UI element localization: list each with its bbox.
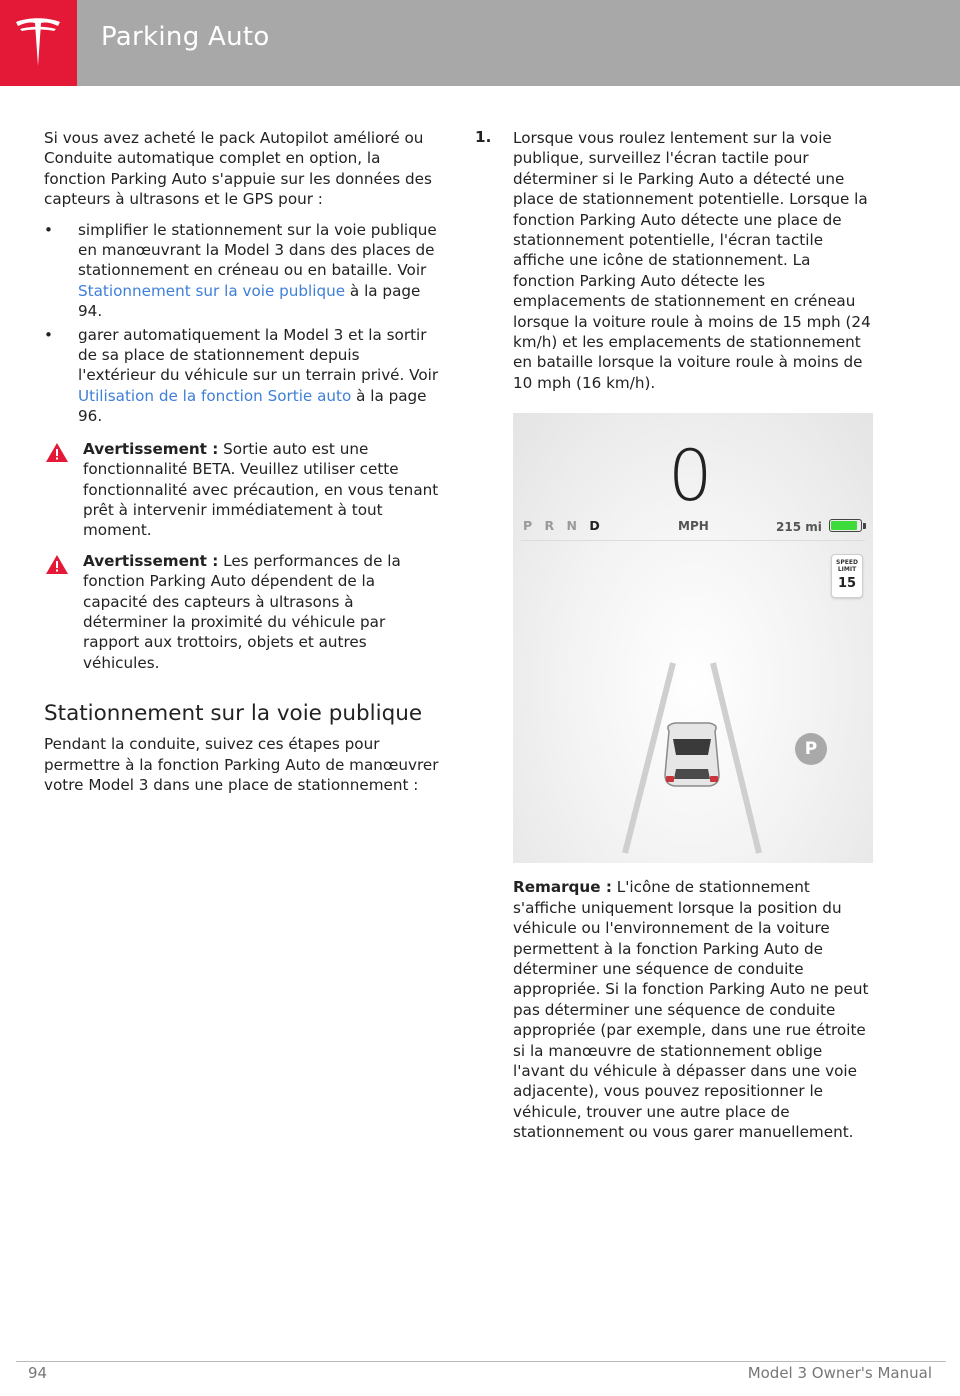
warning-sensors: Avertissement : Les performances de la fonction Parking Auto dépendent de la capacité des capteurs à ultrasons à déterminer la proximité du véhicule par rapport aux trottoirs, objets et autres véhicules.: [44, 551, 440, 673]
list-item: • garer automatiquement la Model 3 et la sortir de sa place de stationnement depuis l'extérieur du véhicule sur un terrain privé. Voir Utilisation de la fonction Sortie auto à la page 96.: [44, 325, 439, 426]
battery-tip: [863, 523, 866, 529]
touchscreen-figure: [513, 413, 873, 863]
feature-list: [44, 220, 440, 427]
speed-readout: 0: [668, 435, 713, 518]
battery-icon: [829, 519, 862, 532]
speed-unit: MPH: [678, 519, 709, 534]
footer-divider: [16, 1361, 946, 1362]
tesla-logo: [0, 0, 77, 86]
bullet-icon: •: [44, 325, 53, 344]
bullet-icon: •: [44, 220, 53, 239]
step-number: 1.: [475, 128, 492, 146]
warning-beta: Avertissement : Sortie auto est une fonctionnalité BETA. Veuillez utiliser cette fonctionnalité avec précaution, en vous tenant prêt à intervenir immédiatement à tout moment.: [44, 439, 440, 541]
page-number: 94: [28, 1364, 48, 1382]
list-item: • simplifier le stationnement sur la voie publique en manœuvrant la Model 3 dans des places de stationnement en créneau ou en bataille. Voir Stationnement sur la voie publique à la page 94.: [44, 220, 437, 321]
link-street-parking[interactable]: Stationnement sur la voie publique: [78, 281, 346, 300]
warning-icon: [45, 442, 69, 463]
note-block: Remarque : L'icône de stationnement s'affiche uniquement lorsque la position du véhicule ou l'environnement de la voiture permettent à la fonction Parking Auto de déterminer une séquence de conduite appropriée. Si la fonction Parking Auto ne peut pas déterminer une séquence de conduite appropriée (par exemple, dans une rue étroite si la manœuvre de stationnement oblige l'avant du véhicule à dépasser dans une voie adjacente), vous pouvez repositionner le véhicule, trouver une autre place de stationnement ou vous garer manuellement.: [513, 878, 869, 1142]
step-1: [475, 128, 875, 393]
status-divider: [521, 540, 865, 541]
tesla-logo-icon: [14, 16, 62, 70]
link-auto-exit[interactable]: Utilisation de la fonction Sortie auto: [78, 386, 352, 405]
car-icon: [665, 723, 719, 786]
section-intro: Pendant la conduite, suivez ces étapes pour permettre à la fonction Parking Auto de manœuvrer votre Model 3 dans une place de stationnement :: [44, 735, 439, 794]
gear-active: D: [589, 518, 604, 534]
page-title: Parking Auto: [101, 22, 270, 52]
page-header: [0, 0, 960, 86]
warning-icon: [45, 554, 69, 575]
gear-selector: P R N D: [523, 518, 604, 534]
speed-limit-sign: SPEED LIMIT 15: [831, 554, 863, 598]
left-column: [44, 128, 440, 795]
right-column: [475, 128, 875, 1143]
section-heading: Stationnement sur la voie publique: [44, 701, 423, 727]
parking-icon[interactable]: P: [795, 733, 827, 765]
step-text: Lorsque vous roulez lentement sur la voie publique, surveillez l'écran tactile pour déterminer si le Parking Auto a détecté une place de stationnement potentielle. Lorsque la fonction Parking Auto détecte une place de stationnement potentielle, l'écran tactile affiche une icône de stationnement. La fonction Parking Auto détecte les emplacements de stationnement en créneau lorsque la voiture roule à moins de 15 mph (24 km/h) et les emplacements de stationnement en bataille lorsque la voiture roule à moins de 10 mph (16 km/h).: [513, 129, 871, 392]
intro-paragraph: Si vous avez acheté le pack Autopilot amélioré ou Conduite automatique complet en option, la fonction Parking Auto s'appuie sur les données des capteurs à ultrasons et le GPS pour :: [44, 129, 432, 209]
manual-title: Model 3 Owner's Manual: [747, 1364, 932, 1382]
range-readout: 215 mi: [776, 520, 822, 535]
